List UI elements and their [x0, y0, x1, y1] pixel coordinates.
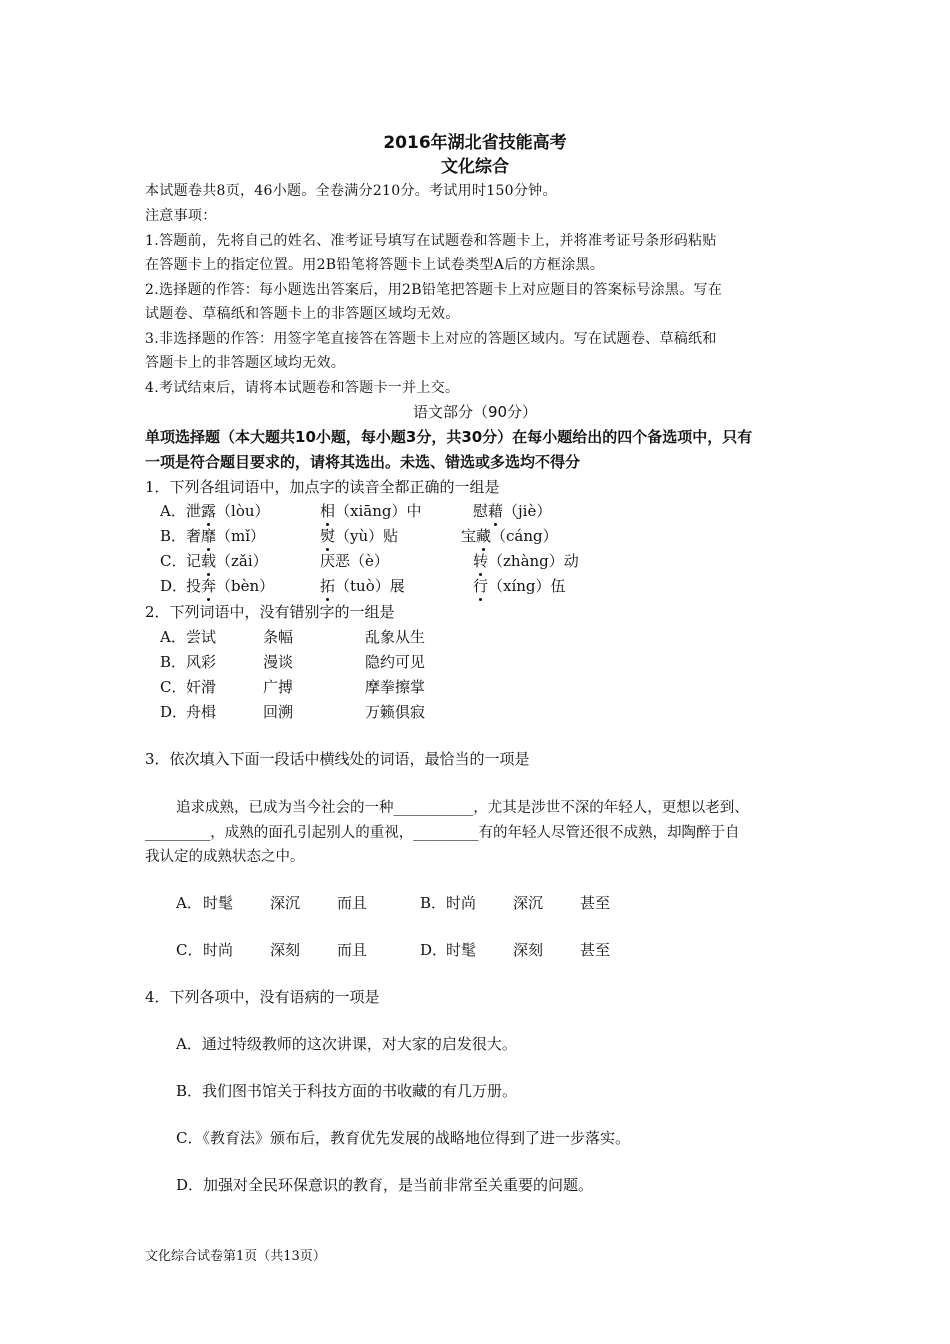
q1-option-c-word: 宝藏（cáng） [461, 527, 558, 545]
q2-option-word: 条幅 [263, 628, 294, 646]
q2-option-label: B． [160, 653, 187, 671]
q3-option-word: 时髦 [446, 941, 477, 959]
intro-line: 试题卷、草稿纸和答题卡上的非答题区域均无效。 [145, 306, 460, 322]
q3-option-word: 时尚 [203, 941, 234, 959]
section-title: 语文部分（90分） [412, 403, 538, 421]
question-4-stem: 4．下列各项中，没有语病的一项是 [145, 988, 380, 1006]
q3-passage-line: 追求成熟，已成为当今社会的一种___________，尤其是涉世不深的年轻人，更想以老到、 [176, 800, 749, 816]
q1-option-b-word: 相（xiāng）中 [320, 502, 422, 520]
q3-option-word: 时髦 [203, 894, 234, 912]
question-3-stem: 3．依次填入下面一段话中横线处的词语，最恰当的一项是 [145, 750, 530, 768]
q1-option-b-word: 熨（yù）贴 [320, 527, 399, 545]
q2-option-word: 隐约可见 [365, 653, 426, 671]
intro-line: 注意事项： [145, 208, 217, 224]
section-instructions: 单项选择题（本大题共10小题，每小题3分，共30分）在每小题给出的四个备选项中，只有 [145, 428, 753, 446]
q3-option-word: 而且 [337, 894, 368, 912]
q1-option-a-word: 投奔（bèn） [186, 577, 275, 595]
q3-option-word: 深刻 [513, 941, 544, 959]
q3-option-label: A． [176, 894, 202, 912]
intro-line: 3.非选择题的作答：用签字笔直接答在答题卡上对应的答题区域内。写在试题卷、草稿纸和 [145, 331, 717, 347]
q3-option-label: C． [176, 941, 203, 959]
q2-option-word: 万籁俱寂 [365, 703, 426, 721]
q3-option-word: 深沉 [513, 894, 544, 912]
section-instructions: 一项是符合题目要求的，请将其选出。未选、错选或多选均不得分 [145, 453, 581, 471]
intro-line: 答题卡上的非答题区域均无效。 [145, 355, 346, 371]
q1-option-c-word: 慰藉（jiè） [473, 502, 552, 520]
q2-option-label: C． [160, 678, 187, 696]
q3-option-word: 甚至 [580, 894, 611, 912]
q1-option-label: D． [160, 577, 188, 595]
q3-option-word: 甚至 [580, 941, 611, 959]
question-1-stem: 1．下列各组词语中，加点字的读音全都正确的一组是 [145, 478, 500, 496]
intro-line: 2.选择题的作答：每小题选出答案后，用2B铅笔把答题卡上对应题目的答案标号涂黑。写在 [145, 282, 723, 298]
q1-option-a-word: 泄露（lòu） [186, 502, 270, 520]
q2-option-word: 广搏 [263, 678, 294, 696]
q1-option-c-word: 行（xíng）伍 [473, 577, 566, 595]
q2-option-word: 风彩 [186, 653, 217, 671]
q1-option-c-word: 转（zhàng）动 [473, 552, 579, 570]
q4-option: A．通过特级教师的这次讲课，对大家的启发很大。 [176, 1035, 517, 1053]
intro-line: 在答题卡上的指定位置。用2B铅笔将答题卡上试卷类型A后的方框涂黑。 [145, 257, 605, 273]
q3-option-label: D． [420, 941, 448, 959]
q1-option-label: C． [160, 552, 187, 570]
question-2-stem: 2．下列词语中，没有错别字的一组是 [145, 603, 395, 621]
q4-option: B．我们图书馆关于科技方面的书收藏的有几万册。 [176, 1082, 518, 1100]
intro-line: 1.答题前，先将自己的姓名、准考证号填写在试题卷和答题卡上，并将准考证号条形码粘贴 [145, 233, 717, 249]
intro-line: 4.考试结束后，请将本试题卷和答题卡一并上交。 [145, 380, 460, 396]
q1-option-label: B． [160, 527, 187, 545]
exam-subtitle: 文化综合 [441, 157, 509, 177]
exam-title: 2016年湖北省技能高考 [383, 133, 567, 153]
q1-option-a-word: 记载（zǎi） [186, 552, 268, 570]
q3-option-word: 深沉 [270, 894, 301, 912]
intro-line: 本试题卷共8页，46小题。全卷满分210分。考试用时150分钟。 [145, 183, 557, 199]
q3-option-word: 深刻 [270, 941, 301, 959]
q4-option: C．《教育法》颁布后，教育优先发展的战略地位得到了进一步落实。 [176, 1129, 630, 1147]
q2-option-word: 舟楫 [186, 703, 217, 721]
q3-passage-line: _________，成熟的面孔引起别人的重视，_________有的年轻人尽管还很不成熟，却陶醉于自 [145, 825, 740, 841]
q2-option-word: 漫谈 [263, 653, 294, 671]
q2-option-word: 奸滑 [186, 678, 217, 696]
q2-option-word: 回溯 [263, 703, 294, 721]
q2-option-word: 摩拳擦掌 [365, 678, 426, 696]
q3-option-label: B． [420, 894, 447, 912]
q1-option-label: A． [160, 502, 186, 520]
q1-option-b-word: 拓（tuò）展 [320, 577, 405, 595]
q2-option-label: A． [160, 628, 186, 646]
q2-option-word: 乱象从生 [365, 628, 426, 646]
q1-option-b-word: 厌恶（è） [320, 552, 389, 570]
page-footer: 文化综合试卷第1页（共13页） [145, 1249, 326, 1264]
q1-option-a-word: 奢靡（mǐ） [186, 527, 266, 545]
q4-option: D．加强对全民环保意识的教育，是当前非常至关重要的问题。 [176, 1176, 594, 1194]
q2-option-label: D． [160, 703, 188, 721]
q3-passage-line: 我认定的成熟状态之中。 [145, 849, 305, 865]
q2-option-word: 尝试 [186, 628, 217, 646]
q3-option-word: 而且 [337, 941, 368, 959]
q3-option-word: 时尚 [446, 894, 477, 912]
